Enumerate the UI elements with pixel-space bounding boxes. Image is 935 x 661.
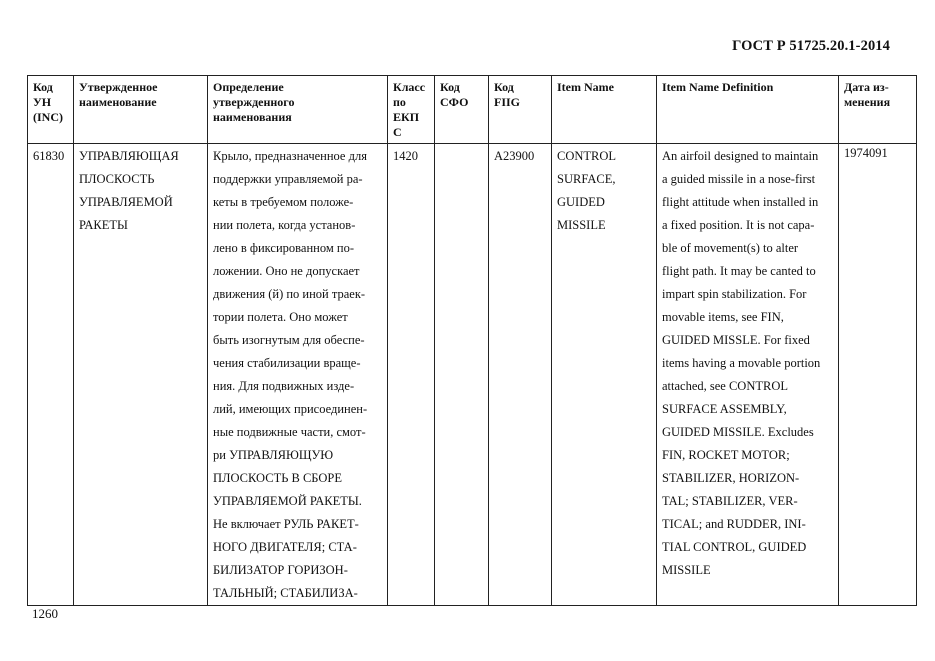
text-line: TAL; STABILIZER, VER-: [662, 494, 798, 508]
text-line: FIN, ROCKET MOTOR;: [662, 448, 790, 462]
text-line: лий, имеющих присоединен-: [213, 402, 368, 416]
text-line: движения (й) по иной траек-: [213, 287, 366, 301]
text-line: кеты в требуемом положе-: [213, 195, 354, 209]
text-line: CONTROL: [557, 149, 617, 163]
text-line: Не включает РУЛЬ РАКЕТ-: [213, 517, 359, 531]
text-line: Код: [33, 80, 53, 94]
text-line: flight path. It may be canted to: [662, 264, 816, 278]
cell-class-ekps: 1420: [388, 144, 435, 606]
header-sfo-code: [435, 76, 489, 144]
text-line: Класс: [393, 80, 426, 94]
text-line: MISSILE: [662, 563, 711, 577]
page-number: 1260: [32, 606, 58, 621]
text-line: лено в фиксированном по-: [213, 241, 354, 255]
text-line: ble of movement(s) to alter: [662, 241, 799, 255]
text-line: чения стабилизации враще-: [213, 356, 361, 370]
text-line: MISSILE: [557, 218, 606, 232]
text-line: Крыло, предназначенное для: [213, 149, 367, 163]
text-line: GUIDED MISSILE. Excludes: [662, 425, 814, 439]
text-line: TIAL CONTROL, GUIDED: [662, 540, 807, 554]
text-line: Дата из-: [844, 80, 889, 94]
standard-title: ГОСТ Р 51725.20.1-2014: [732, 38, 890, 54]
text-line: ЕКП: [393, 110, 420, 124]
text-line: ПЛОСКОСТЬ: [79, 172, 155, 186]
header-definition: [208, 76, 388, 144]
text-line: УПРАВЛЯЮЩАЯ: [79, 149, 179, 163]
text-line: С: [393, 125, 402, 139]
text-line: movable items, see FIN,: [662, 310, 784, 324]
text-line: SURFACE ASSEMBLY,: [662, 402, 787, 416]
text-line: STABILIZER, HORIZON-: [662, 471, 800, 485]
header-class-ekps: [388, 76, 435, 144]
header-fiig-code: [489, 76, 552, 144]
text-line: SURFACE,: [557, 172, 616, 186]
text-line: GUIDED MISSLE. For fixed: [662, 333, 810, 347]
text-line: a guided missile in a nose-first: [662, 172, 816, 186]
text-line: ложении. Оно не допускает: [213, 264, 360, 278]
text-line: Item Name Definition: [662, 80, 774, 94]
cell-definition: [208, 144, 388, 606]
text-line: attached, see CONTROL: [662, 379, 789, 393]
text-line: тории полета. Оно может: [213, 310, 348, 324]
text-line: менения: [844, 95, 891, 109]
text-line: быть изогнутым для обеспе-: [213, 333, 365, 347]
table-header-row: [28, 76, 917, 144]
text-line: items having a movable portion: [662, 356, 821, 370]
text-line: РАКЕТЫ: [79, 218, 128, 232]
text-line: ния. Для подвижных изде-: [213, 379, 355, 393]
header-change-date: [839, 76, 917, 144]
cell-approved-name: [74, 144, 208, 606]
cell-sfo-code: [435, 144, 489, 606]
text-line: TICAL; and RUDDER, INI-: [662, 517, 806, 531]
text-line: поддержки управляемой ра-: [213, 172, 363, 186]
text-line: impart spin stabilization. For: [662, 287, 807, 301]
text-line: по: [393, 95, 406, 109]
text-line: Определение: [213, 80, 284, 94]
header-inc-code: [28, 76, 74, 144]
text-line: УН: [33, 95, 52, 109]
text-line: СФО: [440, 95, 469, 109]
header-item-name-definition: [657, 76, 839, 144]
text-line: наименования: [213, 110, 292, 124]
text-line: (INC): [33, 110, 63, 124]
cell-fiig-code: A23900: [489, 144, 552, 606]
text-line: flight attitude when installed in: [662, 195, 819, 209]
text-line: БИЛИЗАТОР ГОРИЗОН-: [213, 563, 348, 577]
text-line: a fixed position. It is not capa-: [662, 218, 815, 232]
text-line: Код: [440, 80, 460, 94]
text-line: FIIG: [494, 95, 521, 109]
text-line: ри УПРАВЛЯЮЩУЮ: [213, 448, 334, 462]
text-line: ТАЛЬНЫЙ; СТАБИЛИЗА-: [213, 586, 358, 600]
catalog-table: [27, 75, 917, 606]
header-approved-name: [74, 76, 208, 144]
cell-inc-code: 61830: [28, 144, 74, 606]
text-line: ПЛОСКОСТЬ В СБОРЕ: [213, 471, 343, 485]
text-line: Код: [494, 80, 514, 94]
text-line: GUIDED: [557, 195, 605, 209]
header-item-name: [552, 76, 657, 144]
text-line: УПРАВЛЯЕМОЙ: [79, 195, 173, 209]
table-row: [28, 144, 917, 606]
text-line: нии полета, когда установ-: [213, 218, 356, 232]
text-line: УПРАВЛЯЕМОЙ РАКЕТЫ.: [213, 494, 362, 508]
cell-item-name-definition: [657, 144, 839, 606]
text-line: Утвержденное: [79, 80, 158, 94]
text-line: утвержденного: [213, 95, 295, 109]
text-line: НОГО ДВИГАТЕЛЯ; СТА-: [213, 540, 357, 554]
text-line: ные подвижные части, смот-: [213, 425, 366, 439]
cell-item-name: [552, 144, 657, 606]
text-line: An airfoil designed to maintain: [662, 149, 819, 163]
text-line: Item Name: [557, 80, 614, 94]
text-line: наименование: [79, 95, 157, 109]
cell-change-date: 1974091: [839, 144, 917, 606]
